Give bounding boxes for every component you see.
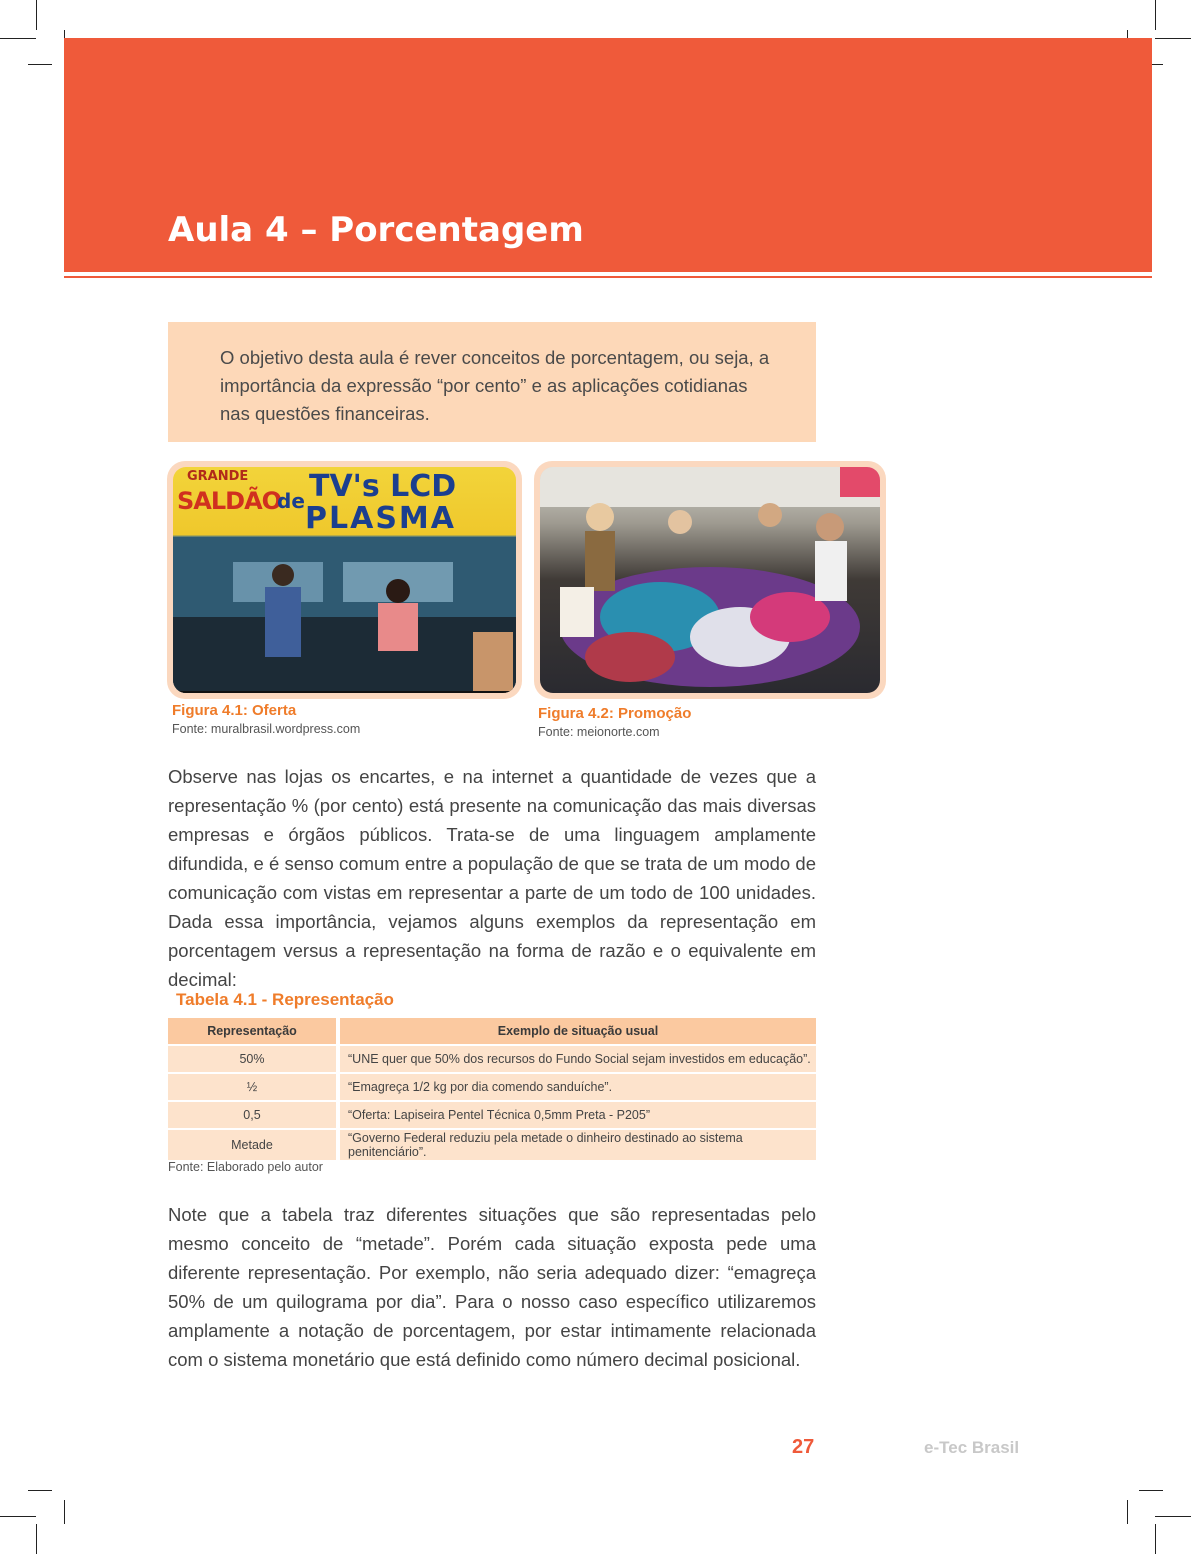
clothing-store-image: [540, 467, 880, 693]
table-row: [168, 1102, 816, 1128]
table-cell: “Emagreça 1/2 kg por dia comendo sanduíche”.: [340, 1074, 816, 1100]
figure-source: Fonte: meionorte.com: [538, 725, 660, 739]
objective-box: [168, 322, 816, 442]
representation-table: [168, 1016, 816, 1162]
figure-caption-2: [538, 705, 691, 741]
figure-title: Figura 4.1: Oferta: [172, 702, 297, 719]
crop-mark: [1155, 1516, 1191, 1517]
crop-mark: [28, 64, 52, 65]
footer-brand: e-Tec Brasil: [924, 1438, 1020, 1457]
page-number: 27: [792, 1436, 815, 1458]
header-underline: [64, 276, 1152, 278]
table-row: [168, 1046, 816, 1072]
table-cell: ½: [168, 1074, 340, 1100]
table-header-row: [168, 1018, 816, 1044]
chapter-title: Aula 4 – Porcentagem: [168, 210, 584, 250]
crop-mark: [0, 1516, 36, 1517]
store-window-image: [173, 467, 516, 693]
figure-source: Fonte: muralbrasil.wordpress.com: [172, 722, 361, 736]
figure-caption-1: [172, 702, 360, 738]
table-cell: “UNE quer que 50% dos recursos do Fundo Social sejam investidos em educação”.: [340, 1046, 816, 1072]
table-cell: “Oferta: Lapiseira Pentel Técnica 0,5mm Preta - P205”: [340, 1102, 816, 1128]
table-cell: “Governo Federal reduziu pela metade o dinheiro destinado ao sistema penitenciário”.: [340, 1130, 816, 1160]
sign-de: de: [277, 489, 305, 513]
crop-mark: [36, 0, 37, 30]
figure-promocao-photo: [534, 461, 886, 699]
sign-saldao: SALDÃO: [177, 487, 282, 515]
column-header: Exemplo de situação usual: [340, 1018, 816, 1044]
crop-mark: [1155, 0, 1156, 30]
body-paragraph-2: Note que a tabela traz diferentes situações que são representadas pelo mesmo conceito de “metade”. Porém cada situação exposta pede uma diferente representação. Por exemplo, não seria adequado dizer: “emagreça 50% de um quilograma por dia”. Para o nosso caso específico utilizaremos amplamente a notação de porcentagem, por estar intimamente relacionada com o sistema monetário que está definido como número decimal posicional.: [168, 1204, 816, 1370]
body-paragraph-1: Observe nas lojas os encartes, e na internet a quantidade de vezes que a representação % (por cento) está presente na comunicação das mais diversas empresas e órgãos públicos. Trata-se de uma linguagem amplamente difundida, e é senso comum entre a população de que se trata de um modo de comunicação com vistas em representar a parte de um todo de 100 unidades. Dada essa importância, vejamos alguns exemplos da representação em porcentagem versus a representação na forma de razão e o equivalente em decimal:: [168, 766, 816, 990]
crop-mark: [1127, 1500, 1128, 1524]
sign-plasma: PLASMA: [305, 501, 456, 536]
table-source: Fonte: Elaborado pelo autor: [168, 1160, 323, 1174]
table-cell: 50%: [168, 1046, 340, 1072]
table-row: [168, 1130, 816, 1160]
crop-mark: [1155, 38, 1191, 39]
table-title: Tabela 4.1 - Representação: [176, 990, 394, 1009]
column-header: Representação: [168, 1018, 340, 1044]
sign-tvs-lcd: TV's LCD: [309, 469, 457, 504]
sign-grande: GRANDE: [187, 469, 249, 484]
objective-text: O objetivo desta aula é rever conceitos de porcentagem, ou seja, a importância da expressão “por cento” e as aplicações cotidianas nas questões financeiras.: [220, 347, 770, 424]
crowd-scene-svg: [540, 467, 880, 693]
crop-mark: [1155, 1524, 1156, 1554]
crop-mark: [0, 38, 36, 39]
crop-mark: [64, 1500, 65, 1524]
crop-mark: [1139, 1490, 1163, 1491]
table-row: [168, 1074, 816, 1100]
crop-mark: [28, 1490, 52, 1491]
figure-oferta-photo: [167, 461, 522, 699]
table-cell: 0,5: [168, 1102, 340, 1128]
crop-mark: [36, 1524, 37, 1554]
table-cell: Metade: [168, 1130, 340, 1160]
figure-title: Figura 4.2: Promoção: [538, 705, 692, 722]
